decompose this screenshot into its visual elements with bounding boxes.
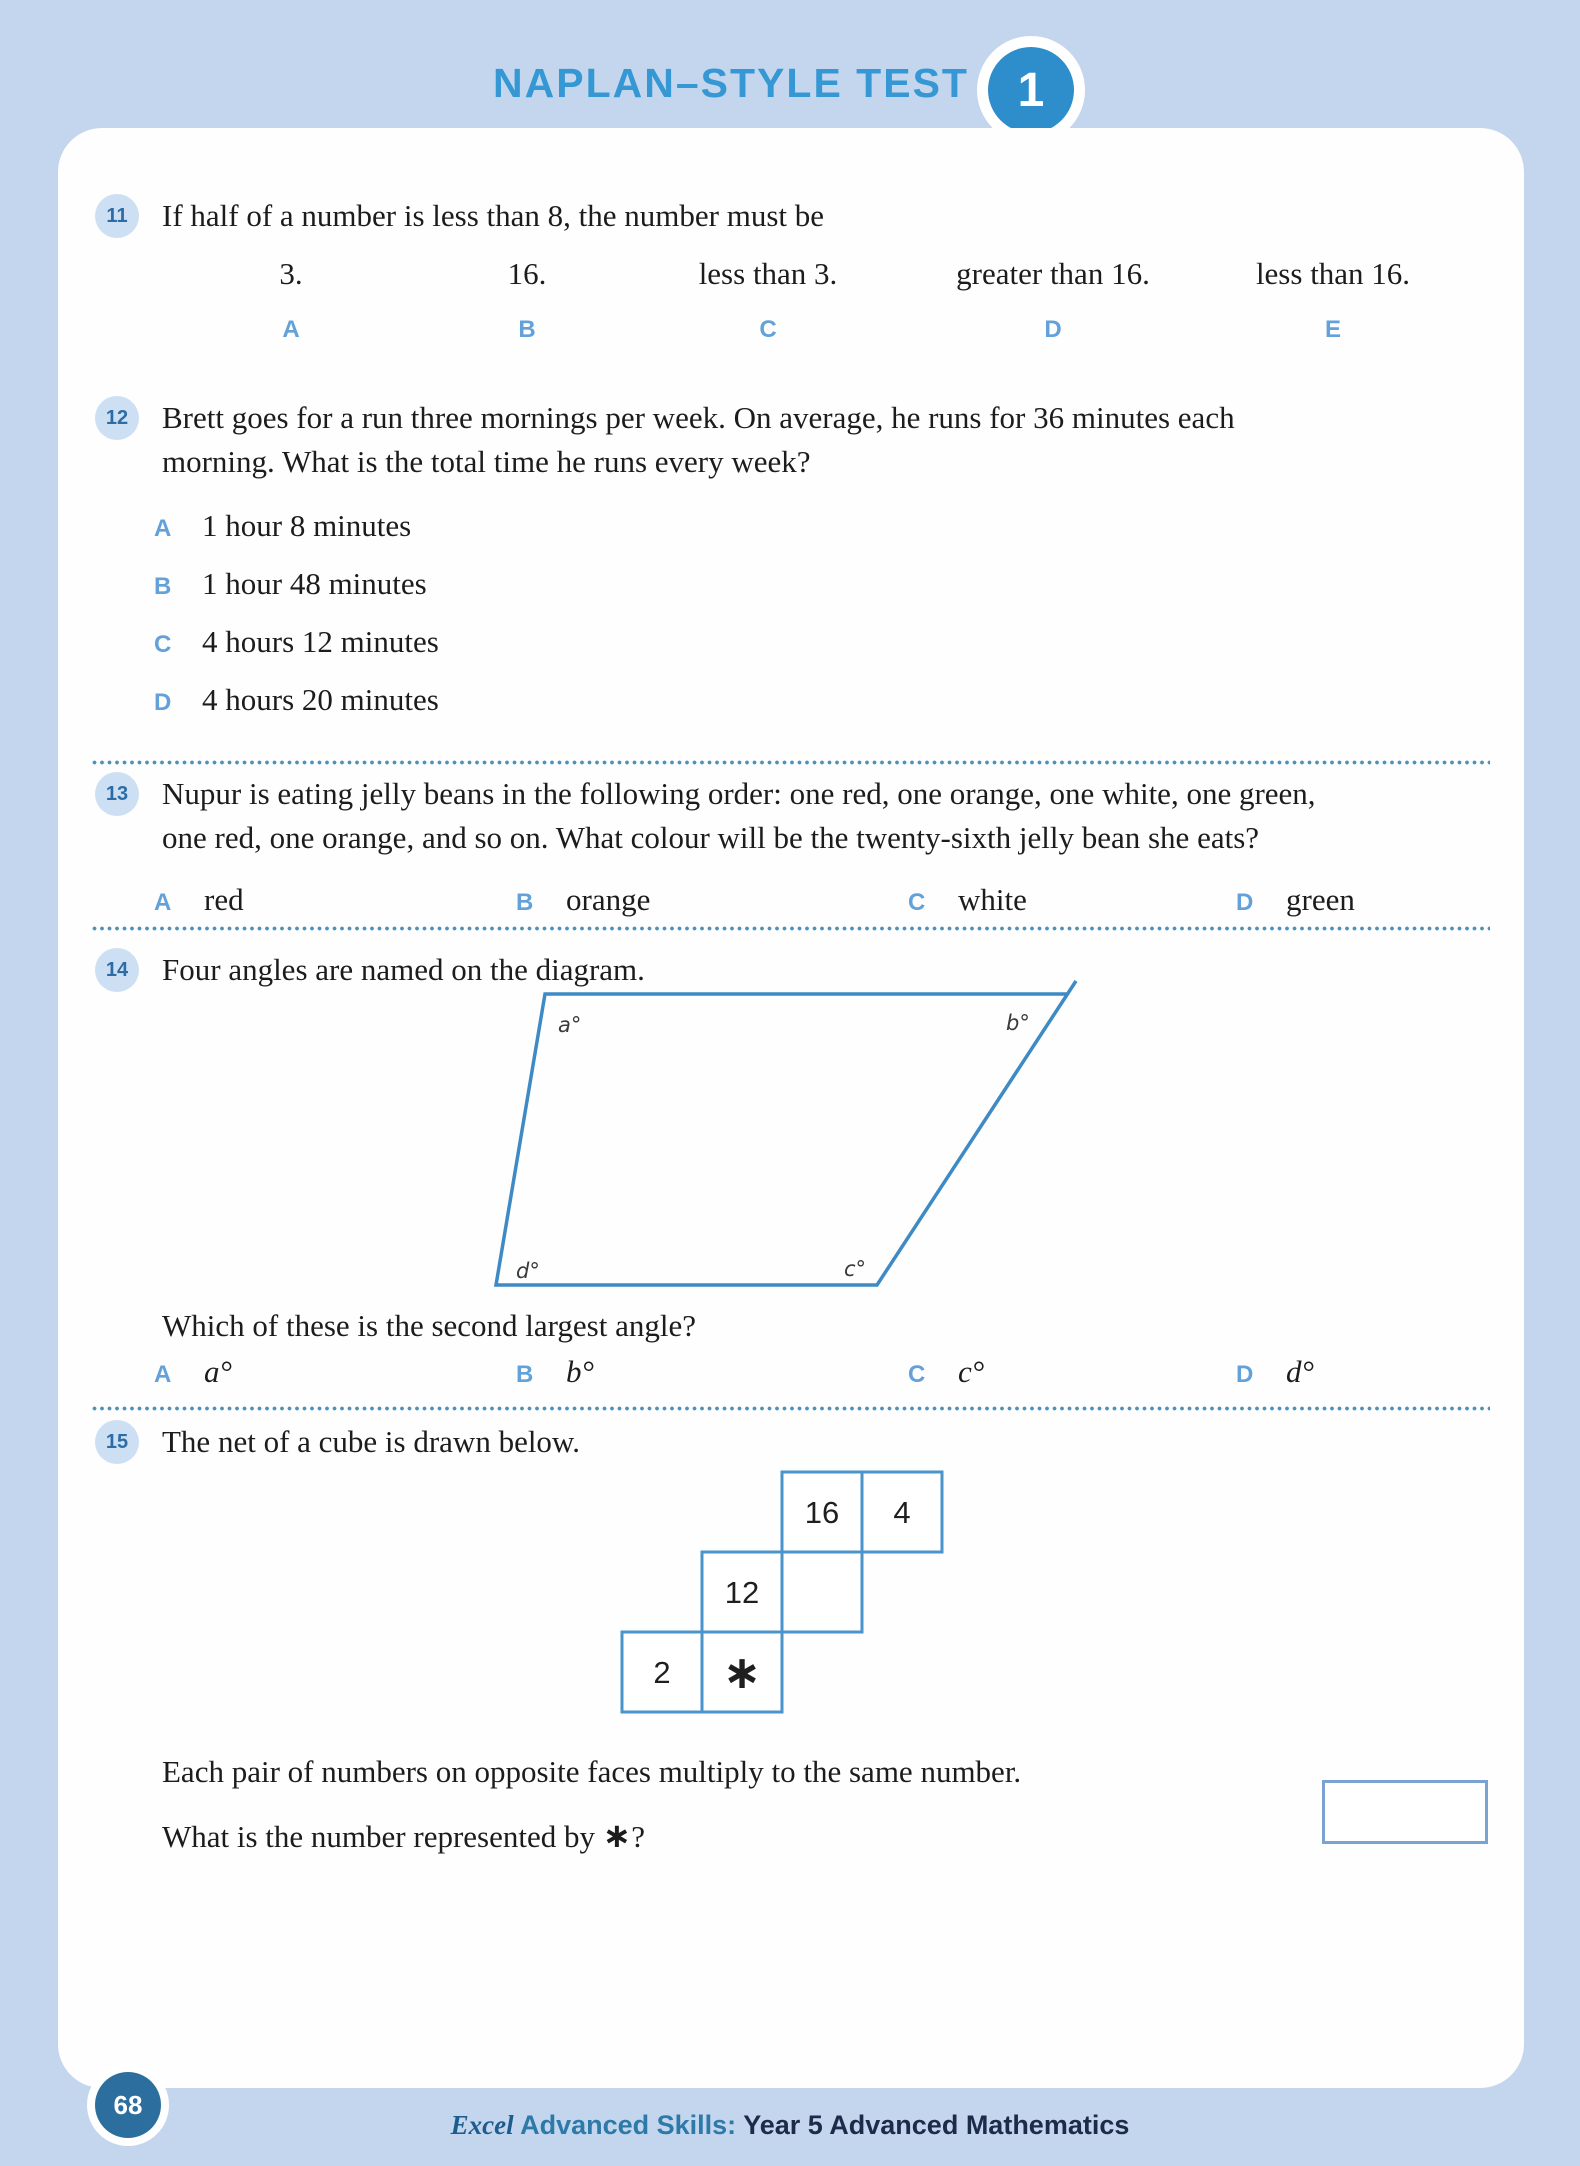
question-11-option-d[interactable] (923, 256, 1183, 344)
option-letter[interactable]: A (154, 889, 172, 916)
net-value-12: 12 (724, 1575, 760, 1610)
question-15-prompt: What is the number represented by ∗? (162, 1816, 646, 1856)
option-value[interactable]: less than 3. (698, 256, 838, 291)
footer-book-title (0, 2110, 1580, 2141)
question-11-option-b[interactable] (397, 256, 657, 344)
angle-label-a: a° (558, 1013, 582, 1037)
quadrilateral-outline (496, 981, 1076, 1285)
question-14-option-b[interactable] (516, 1354, 594, 1390)
option-letter[interactable]: D (1236, 1361, 1254, 1388)
option-letter[interactable]: C (759, 316, 777, 343)
page-title: NAPLAN–STYLE TEST (493, 60, 969, 106)
option-value[interactable]: red (204, 882, 244, 917)
option-value[interactable]: 16. (507, 256, 547, 291)
net-value-star: ∗ (722, 1645, 762, 1699)
footer-series-name: Excel (450, 2110, 514, 2140)
angle-label-d: d° (516, 1259, 540, 1283)
option-letter[interactable]: C (154, 631, 172, 658)
question-11-text: If half of a number is less than 8, the number must be (162, 198, 825, 233)
question-12-text-line2: morning. What is the total time he runs every week? (162, 444, 811, 479)
option-value[interactable]: 1 hour 8 minutes (202, 508, 412, 543)
option-value[interactable]: c° (958, 1354, 985, 1389)
option-value[interactable]: a° (204, 1354, 232, 1389)
question-12-option-d[interactable] (154, 682, 439, 718)
question-12-option-b[interactable] (154, 566, 427, 602)
option-letter[interactable]: E (1324, 316, 1341, 343)
option-letter[interactable]: A (154, 1361, 172, 1388)
question-12-option-a[interactable] (154, 508, 411, 544)
question-11-option-a[interactable] (161, 256, 421, 344)
test-number: 1 (988, 47, 1074, 133)
option-value[interactable]: less than 16. (1255, 256, 1411, 291)
question-13-option-b[interactable] (516, 882, 650, 918)
net-value-16: 16 (804, 1495, 840, 1530)
question-14-sub-question: Which of these is the second largest angle? (162, 1308, 696, 1343)
option-value[interactable]: 4 hours 12 minutes (202, 624, 439, 659)
question-12-number-badge: 12 (95, 396, 139, 440)
footer-book-name: Year 5 Advanced Mathematics (736, 2110, 1130, 2140)
star-symbol: ∗ (602, 1816, 632, 1856)
angle-label-c: c° (844, 1257, 867, 1281)
option-value[interactable]: 3. (279, 256, 303, 291)
option-letter[interactable]: B (518, 316, 536, 343)
question-13-number-badge: 13 (95, 772, 139, 816)
question-14-option-a[interactable] (154, 1354, 232, 1390)
test-paper-card (58, 128, 1524, 2088)
question-14-option-d[interactable] (1236, 1354, 1314, 1390)
net-cell-blank (782, 1552, 862, 1632)
option-value[interactable]: b° (566, 1354, 594, 1389)
angle-label-b: b° (1006, 1011, 1030, 1035)
question-11-option-c[interactable] (638, 256, 898, 344)
option-letter[interactable]: B (516, 889, 534, 916)
option-letter[interactable]: D (1236, 889, 1254, 916)
answer-box[interactable] (1322, 1780, 1488, 1844)
page-number: 68 (95, 2072, 161, 2138)
footer-series-subtitle: Advanced Skills: (513, 2110, 737, 2140)
question-15-text: The net of a cube is drawn below. (162, 1424, 581, 1459)
option-value[interactable]: 1 hour 48 minutes (202, 566, 427, 601)
option-letter[interactable]: A (154, 515, 172, 542)
option-letter[interactable]: D (154, 689, 172, 716)
question-13-text-line2: one red, one orange, and so on. What colour will be the twenty-sixth jelly bean she eats? (162, 820, 1260, 855)
dotted-divider (92, 1406, 1490, 1411)
question-14-text: Four angles are named on the diagram. (162, 952, 645, 987)
dotted-divider (92, 926, 1490, 931)
question-15-number-badge: 15 (95, 1420, 139, 1464)
option-letter[interactable]: C (908, 1361, 926, 1388)
option-letter[interactable]: B (516, 1361, 534, 1388)
question-12-text-line1: Brett goes for a run three mornings per week. On average, he runs for 36 minutes each (162, 400, 1235, 435)
option-letter[interactable]: B (154, 573, 172, 600)
angles-diagram (470, 978, 1130, 1308)
question-13-option-a[interactable] (154, 882, 244, 918)
option-value[interactable]: greater than 16. (956, 256, 1150, 291)
question-13-text-line1: Nupur is eating jelly beans in the following order: one red, one orange, one white, one green, (162, 776, 1316, 811)
net-value-2: 2 (653, 1655, 671, 1690)
question-13-option-c[interactable] (908, 882, 1027, 918)
question-13-option-d[interactable] (1236, 882, 1355, 918)
question-12-option-c[interactable] (154, 624, 439, 660)
option-letter[interactable]: D (1044, 316, 1062, 343)
question-11-number-badge: 11 (95, 194, 139, 238)
option-letter[interactable]: C (908, 889, 926, 916)
option-value[interactable]: green (1286, 882, 1355, 917)
net-value-4: 4 (893, 1495, 911, 1530)
question-11-option-e[interactable] (1203, 256, 1463, 344)
question-14-option-c[interactable] (908, 1354, 984, 1390)
option-value[interactable]: white (958, 882, 1027, 917)
question-14-number-badge: 14 (95, 948, 139, 992)
dotted-divider (92, 760, 1490, 765)
option-value[interactable]: orange (566, 882, 651, 917)
option-value[interactable]: 4 hours 20 minutes (202, 682, 439, 717)
option-letter[interactable]: A (282, 316, 300, 343)
cube-net-diagram (620, 1470, 946, 1716)
question-15-statement: Each pair of numbers on opposite faces multiply to the same number. (162, 1754, 1022, 1789)
option-value[interactable]: d° (1286, 1354, 1314, 1389)
